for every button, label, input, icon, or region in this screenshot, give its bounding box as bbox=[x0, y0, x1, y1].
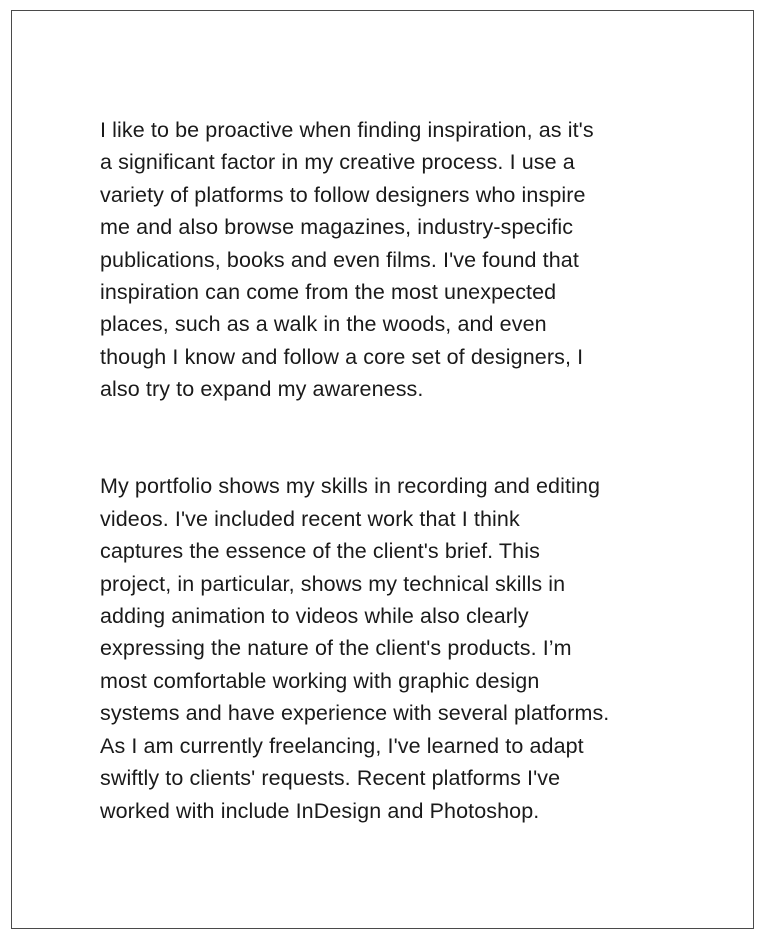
text-line: As I am currently freelancing, I've learned to adapt bbox=[100, 733, 584, 758]
text-line: My portfolio shows my skills in recording and editing bbox=[100, 474, 601, 499]
document-body bbox=[100, 114, 700, 827]
text-line: publications, books and even films. I've found that bbox=[100, 247, 579, 272]
text-line: me and also browse magazines, industry-specific bbox=[100, 215, 574, 240]
text-line: though I know and follow a core set of designers, I bbox=[100, 344, 584, 369]
text-line: places, such as a walk in the woods, and even bbox=[100, 312, 547, 337]
text-line: a significant factor in my creative process. I use a bbox=[100, 150, 575, 175]
text-line: most comfortable working with graphic design bbox=[100, 668, 540, 693]
text-line: inspiration can come from the most unexpected bbox=[100, 280, 557, 305]
paragraph-inspiration bbox=[100, 114, 700, 406]
text-line: systems and have experience with several platforms. bbox=[100, 701, 610, 726]
text-line: adding animation to videos while also clearly bbox=[100, 604, 529, 629]
paragraph-portfolio bbox=[100, 470, 700, 826]
text-line: captures the essence of the client's brief. This bbox=[100, 539, 540, 564]
text-line: variety of platforms to follow designers who inspire bbox=[100, 182, 586, 207]
text-line: project, in particular, shows my technical skills in bbox=[100, 571, 566, 596]
text-line: also try to expand my awareness. bbox=[100, 377, 424, 402]
text-line: expressing the nature of the client's products. I’m bbox=[100, 636, 572, 661]
text-line: I like to be proactive when finding inspiration, as it's bbox=[100, 118, 594, 142]
text-line: worked with include InDesign and Photoshop. bbox=[100, 798, 540, 823]
paragraph-spacer bbox=[100, 406, 700, 471]
text-line: swiftly to clients' requests. Recent platforms I've bbox=[100, 766, 561, 791]
text-line: videos. I've included recent work that I think bbox=[100, 506, 520, 531]
